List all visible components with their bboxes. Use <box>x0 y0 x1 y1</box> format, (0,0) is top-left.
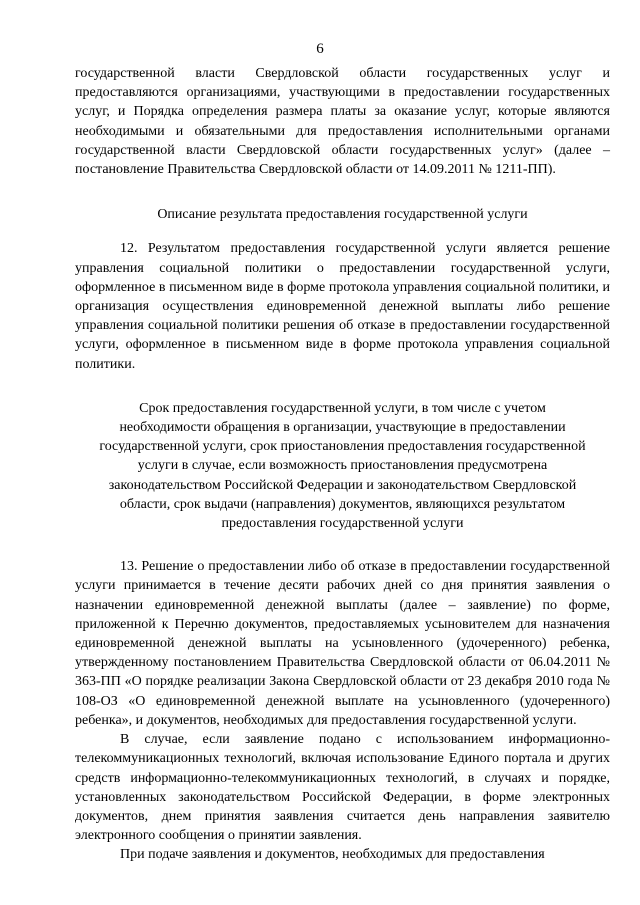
spacer <box>75 179 610 205</box>
paragraph-document-submission: При подаче заявления и документов, необходимых для предоставления <box>120 847 545 863</box>
heading-line: услуги в случае, если возможность приостановления предусмотрена <box>137 458 548 474</box>
page-number: 6 <box>316 41 324 57</box>
intro-paragraph: государственной власти Свердловской области государственных услуг и предоставляются организациями, участвующими в предоставлении государственных услуг, и Порядка определения размера платы за оказание услуг, которые являются необходимыми и обязательными для предоставления исполнительными органами государственной власти Свердловской области государственных услуг» (далее – постановление Правительства Свердловской области от 14.09.2011 № 1211-ПП). <box>75 66 610 178</box>
spacer <box>75 224 610 239</box>
paragraph-electronic-submission: В случае, если заявление подано с использованием информационно-телекоммуникационных технологий, включая использование Единого портала и других средств информационно-телекоммуникационных технологий, в случаях и порядке, установленных законодательством Российской Федерации, в форме электронных документов, днем принятия заявления считается день направления заявителю электронного сообщения о принятии заявления. <box>75 732 610 844</box>
heading-line: Срок предоставления государственной услуги, в том числе с учетом <box>139 400 546 416</box>
heading-line: предоставления государственной услуги <box>221 516 464 532</box>
spacer <box>75 374 610 399</box>
heading-line: государственной услуги, срок приостановления предоставления государственной <box>99 439 586 455</box>
spacer <box>75 533 610 557</box>
page-content <box>75 64 610 865</box>
section-heading-deadline <box>75 399 610 533</box>
heading-line: области, срок выдачи (направления) документов, являющихся результатом <box>119 496 566 512</box>
section-heading-result: Описание результата предоставления государственной услуги <box>157 207 528 223</box>
paragraph-13: 13. Решение о предоставлении либо об отказе в предоставлении государственной услуги принимается в течение десяти рабочих дней со дня принятия заявления о назначении единовременной денежной выплаты (далее – заявление) по форме, приложенной к Перечню документов, предоставляемых усыновителем для назначения единовременной денежной выплаты на усыновленного (удочеренного) ребенка, утвержденному постановлением Правительства Свердловской области от 06.04.2011 № 363-ПП «О порядке реализации Закона Свердловской области от 23 декабря 2010 года № 108-ОЗ «О единовременной денежной выплате на усыновленного (удочеренного) ребенка», и документов, необходимых для предоставления государственной услуги. <box>75 559 610 728</box>
heading-line: необходимости обращения в организации, участвующие в предоставлении <box>119 420 566 436</box>
heading-line: законодательством Российской Федерации и законодательством Свердловской <box>108 477 577 493</box>
paragraph-12: 12. Результатом предоставления государственной услуги является решение управления социальной политики о предоставлении государственной услуги, оформленное в письменном виде в форме протокола управления социальной политики, и организация осуществления единовременной денежной выплаты либо решение управления социальной политики решения об отказе в предоставлении государственной услуги, оформленное в письменном виде в форме протокола управления социальной политики. <box>75 241 610 372</box>
